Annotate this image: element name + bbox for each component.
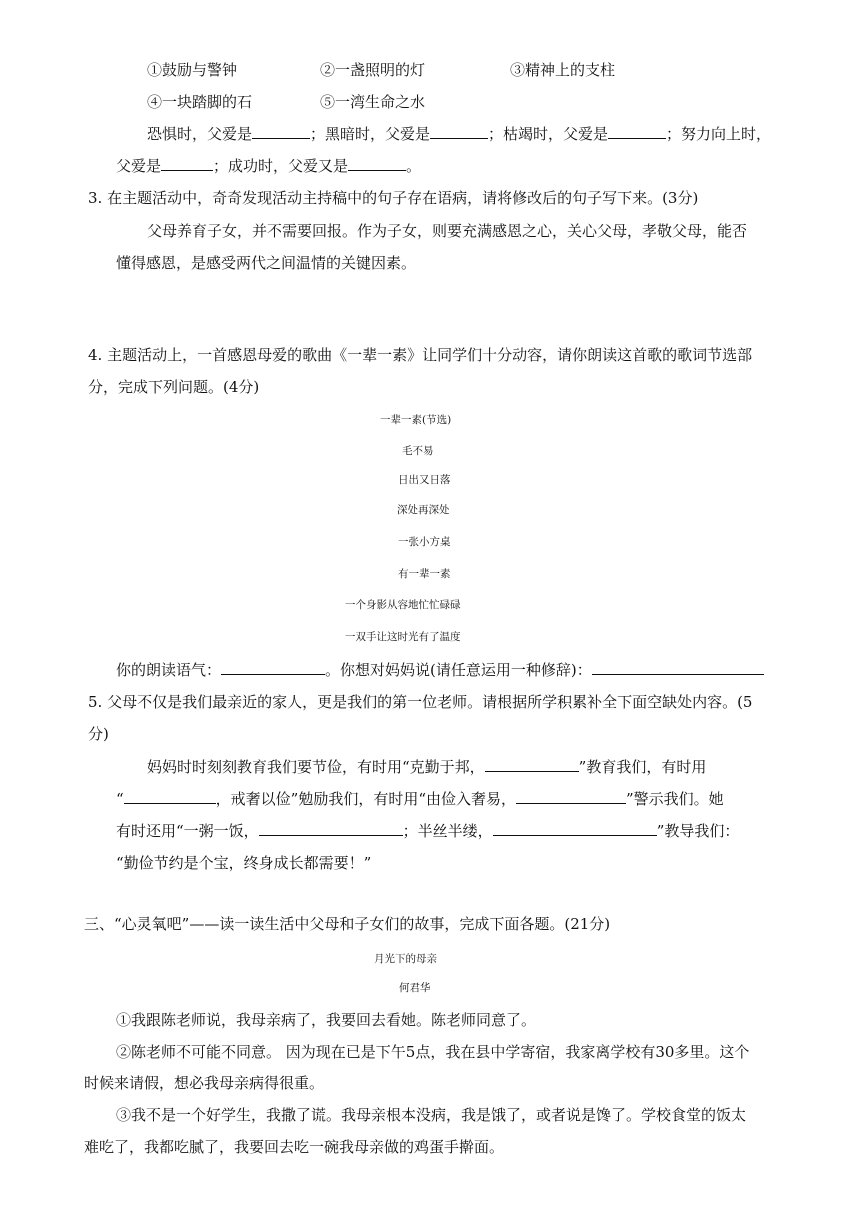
q5-line-3: 有时还用“一粥一饭， ；半丝半缕， ”教导我们： xyxy=(116,822,740,840)
poem-line: 日出又日落 xyxy=(398,474,451,486)
poem-line: 有一辈一素 xyxy=(398,568,451,580)
q5-blank-4[interactable] xyxy=(259,821,403,836)
q5-blank-5[interactable] xyxy=(493,821,657,836)
story-paragraph-3a: ③我不是一个好学生，我撒了谎。我母亲根本没病，我是饿了，或者说是馋了。学校食堂的饭太 xyxy=(116,1106,747,1124)
q3-text-2: 懂得感恩，是感受两代之间温情的关键因素。 xyxy=(116,254,417,272)
option-3: ③精神上的支柱 xyxy=(510,61,616,79)
option-1: ①鼓励与警钟 xyxy=(147,61,238,79)
story-author: 何君华 xyxy=(399,982,431,994)
story-paragraph-2a: ②陈老师不可能不同意。 因为现在已是下午5点，我在县中学寄宿，我家离学校有30多里。这个 xyxy=(116,1043,750,1061)
option-4: ④一块踏脚的石 xyxy=(147,93,253,111)
q2-line-2: 父爱是 ；成功时，父爱又是 。 xyxy=(116,157,422,175)
q2-blank-4[interactable] xyxy=(161,156,213,171)
story-paragraph-1: ①我跟陈老师说，我母亲病了，我要回去看她。陈老师同意了。 xyxy=(116,1011,537,1029)
option-5: ⑤一湾生命之水 xyxy=(320,93,426,111)
section-3-title: 三、“心灵氧吧”——读一读生活中父母和子女们的故事，完成下面各题。(21分) xyxy=(84,915,611,933)
story-paragraph-2b: 时候来请假，想必我母亲病得很重。 xyxy=(84,1074,325,1092)
poem-line: 一张小方桌 xyxy=(398,536,451,548)
q4-title-2: 分，完成下列问题。(4分) xyxy=(88,378,260,396)
q5-title-2: 分) xyxy=(88,725,109,743)
q5-blank-2[interactable] xyxy=(124,789,216,804)
poem-line: 深处再深处 xyxy=(397,504,450,516)
q5-blank-1[interactable] xyxy=(485,757,579,772)
q5-title-1: 5. 父母不仅是我们最亲近的家人，更是我们的第一位老师。请根据所学积累补全下面空缺处内容。(5 xyxy=(88,693,753,711)
q2-blank-3[interactable] xyxy=(608,124,666,139)
q3-title: 3. 在主题活动中，奇奇发现活动主持稿中的句子存在语病，请将修改后的句子写下来。(3分) xyxy=(88,189,699,207)
q2-blank-5[interactable] xyxy=(348,156,406,171)
poem-line: 一个身影从容地忙忙碌碌 xyxy=(345,599,461,611)
poem-line: 一双手让这时光有了温度 xyxy=(345,631,461,643)
q2-blank-1[interactable] xyxy=(252,124,310,139)
q5-line-1: 妈妈时时刻刻教育我们要节俭，有时用“克勤于邦， ”教育我们，有时用 xyxy=(147,758,707,776)
q3-text-1: 父母养育子女，并不需要回报。作为子女，则要充满感恩之心，关心父母，孝敬父母，能否 xyxy=(147,222,748,240)
q2-line-1: 恐惧时，父爱是 ；黑暗时，父爱是 ；枯竭时，父爱是 ；努力向上时， xyxy=(147,125,772,143)
story-title: 月光下的母亲 xyxy=(374,953,437,965)
q5-line-4: “勤俭节约是个宝，终身成长都需要！” xyxy=(116,854,372,872)
q4-blank-tone[interactable] xyxy=(221,660,325,675)
q2-blank-2[interactable] xyxy=(430,124,488,139)
q4-answer-line: 你的朗读语气： 。你想对妈妈说(请任意运用一种修辞)： xyxy=(116,660,764,680)
story-paragraph-3b: 难吃了，我都吃腻了，我要回去吃一碗我母亲做的鸡蛋手擀面。 xyxy=(84,1138,505,1156)
poem-author: 毛不易 xyxy=(402,445,434,457)
option-2: ②一盏照明的灯 xyxy=(320,61,426,79)
q4-title-1: 4. 主题活动上，一首感恩母爱的歌曲《一辈一素》让同学们十分动容，请你朗读这首歌的歌词节选部 xyxy=(88,346,753,364)
q5-blank-3[interactable] xyxy=(516,789,626,804)
q4-blank-message[interactable] xyxy=(592,660,764,675)
poem-title: 一辈一素(节选) xyxy=(380,414,452,426)
q5-line-2: “ ，戒奢以俭”勉励我们，有时用“由俭入奢易， ”警示我们。她 xyxy=(116,790,724,808)
